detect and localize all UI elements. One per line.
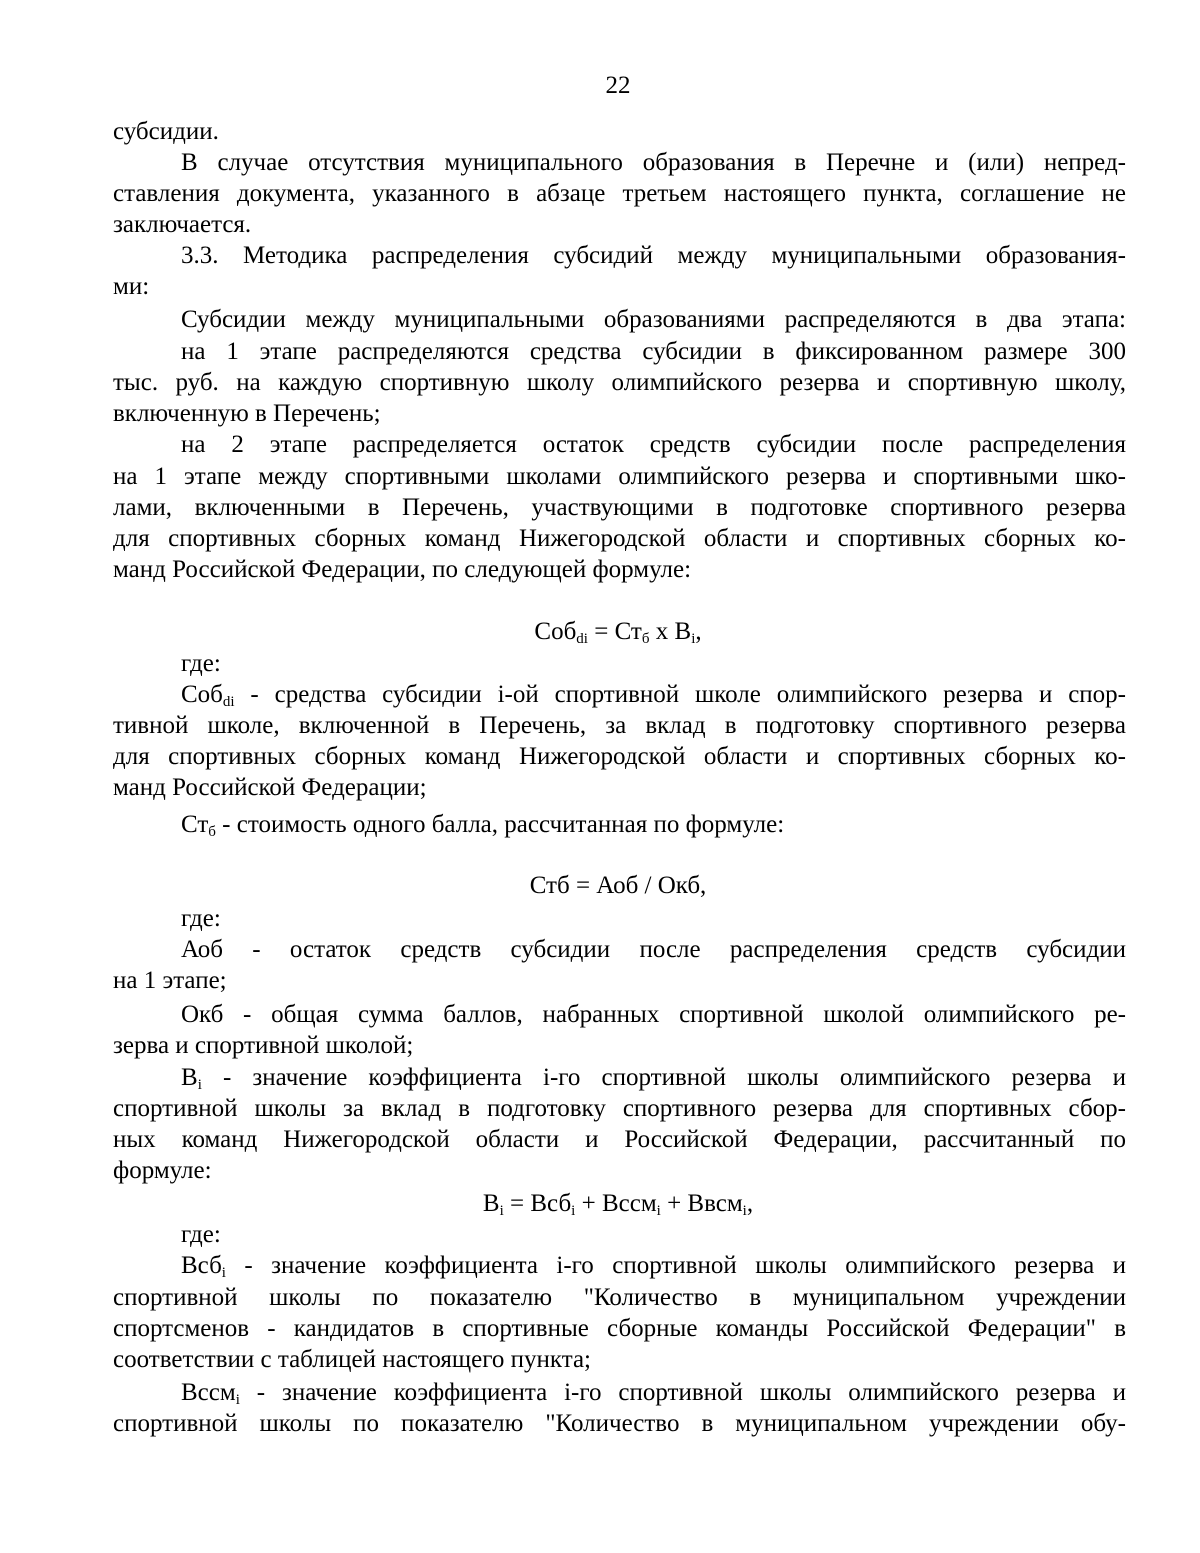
text-line: соответствии с таблицей настоящего пункта; — [113, 1346, 592, 1373]
text-line: включенную в Перечень; — [113, 400, 381, 427]
text-line: на 2 этапе распределяется остаток средств субсидии после распределения — [181, 431, 1126, 458]
text-line: тивной школе, включенной в Перечень, за вклад в подготовку спортивного резерва — [113, 712, 1126, 739]
formula-b: $B_i = Всб_i$ + Вссм$_i$ + Ввсм$_i$, — [482, 1190, 754, 1219]
text-line: В случае отсутствия муниципального образования в Перечне и (или) непред- — [181, 149, 1126, 176]
text-line: Окб - общая сумма баллов, набранных спортивной школой олимпийского ре- — [181, 1001, 1126, 1028]
text-line: спортивной школы по показателю "Количество в муниципальном учреждении — [113, 1284, 1126, 1311]
text-line: зерва и спортивной школой; — [113, 1032, 414, 1059]
definition-ct: $Ст_б$ - стоимость одного балла, рассчитанная по формуле: — [181, 811, 785, 840]
text-line: Аоб - остаток средств субсидии после распределения средств субсидии — [181, 936, 1126, 963]
text-line: ми: — [113, 273, 150, 300]
text-line: заключается. — [113, 211, 252, 238]
formula-sob: $Соб_{di} = Ст_б$ х $B_i$, — [534, 618, 702, 647]
text-line: ставления документа, указанного в абзаце третьем настоящего пункта, соглашение не — [113, 180, 1126, 207]
text-line: спортивной школы по показателю "Количество в муниципальном учреждении обу- — [113, 1410, 1126, 1437]
text-line: спортсменов - кандидатов в спортивные сборные команды Российской Федерации" в — [113, 1315, 1126, 1342]
text-line: манд Российской Федерации; — [113, 774, 427, 801]
page-number: 22 — [605, 72, 631, 99]
text-line: на 1 этапе распределяются средства субсидии в фиксированном размере 300 — [181, 338, 1126, 365]
text-line: где: — [181, 1221, 221, 1248]
text-line: 3.3. Методика распределения субсидий между муниципальными образования- — [181, 242, 1126, 269]
text-line: для спортивных сборных команд Нижегородской области и спортивных сборных ко- — [113, 743, 1126, 770]
text-line: манд Российской Федерации, по следующей формуле: — [113, 556, 692, 583]
text-line: на 1 этапе; — [113, 967, 227, 994]
text-line: где: — [181, 905, 221, 932]
text-line: лами, включенными в Перечень, участвующими в подготовке спортивного резерва — [113, 494, 1126, 521]
definition-vssm: Вссм$_i$ - значение коэффициента i-го спортивной школы олимпийского резерва и — [181, 1379, 1126, 1408]
definition-vsb: Всб$_i$ - значение коэффициента i-го спортивной школы олимпийского резерва и — [181, 1252, 1126, 1281]
text-line: тыс. руб. на каждую спортивную школу олимпийского резерва и спортивную школу, — [113, 369, 1126, 396]
text-line: формуле: — [113, 1157, 212, 1184]
text-line: ных команд Нижегородской области и Российской Федерации, рассчитанный по — [113, 1126, 1126, 1153]
text-line: на 1 этапе между спортивными школами олимпийского резерва и спортивными шко- — [113, 463, 1126, 490]
text-line: субсидии. — [113, 118, 219, 145]
text-line: где: — [181, 650, 221, 677]
definition-sob: Соб$_{di}$ - средства субсидии i-ой спортивной школе олимпийского резерва и спор- — [181, 681, 1126, 710]
formula-ctb: Стб = Аоб / Окб, — [529, 872, 707, 899]
text-line: Субсидии между муниципальными образованиями распределяются в два этапа: — [181, 306, 1126, 333]
text-line: для спортивных сборных команд Нижегородской области и спортивных сборных ко- — [113, 525, 1126, 552]
text-line: спортивной школы за вклад в подготовку спортивного резерва для спортивных сбор- — [113, 1095, 1126, 1122]
definition-b: $B_i$ - значение коэффициента i-го спортивной школы олимпийского резерва и — [181, 1064, 1126, 1093]
